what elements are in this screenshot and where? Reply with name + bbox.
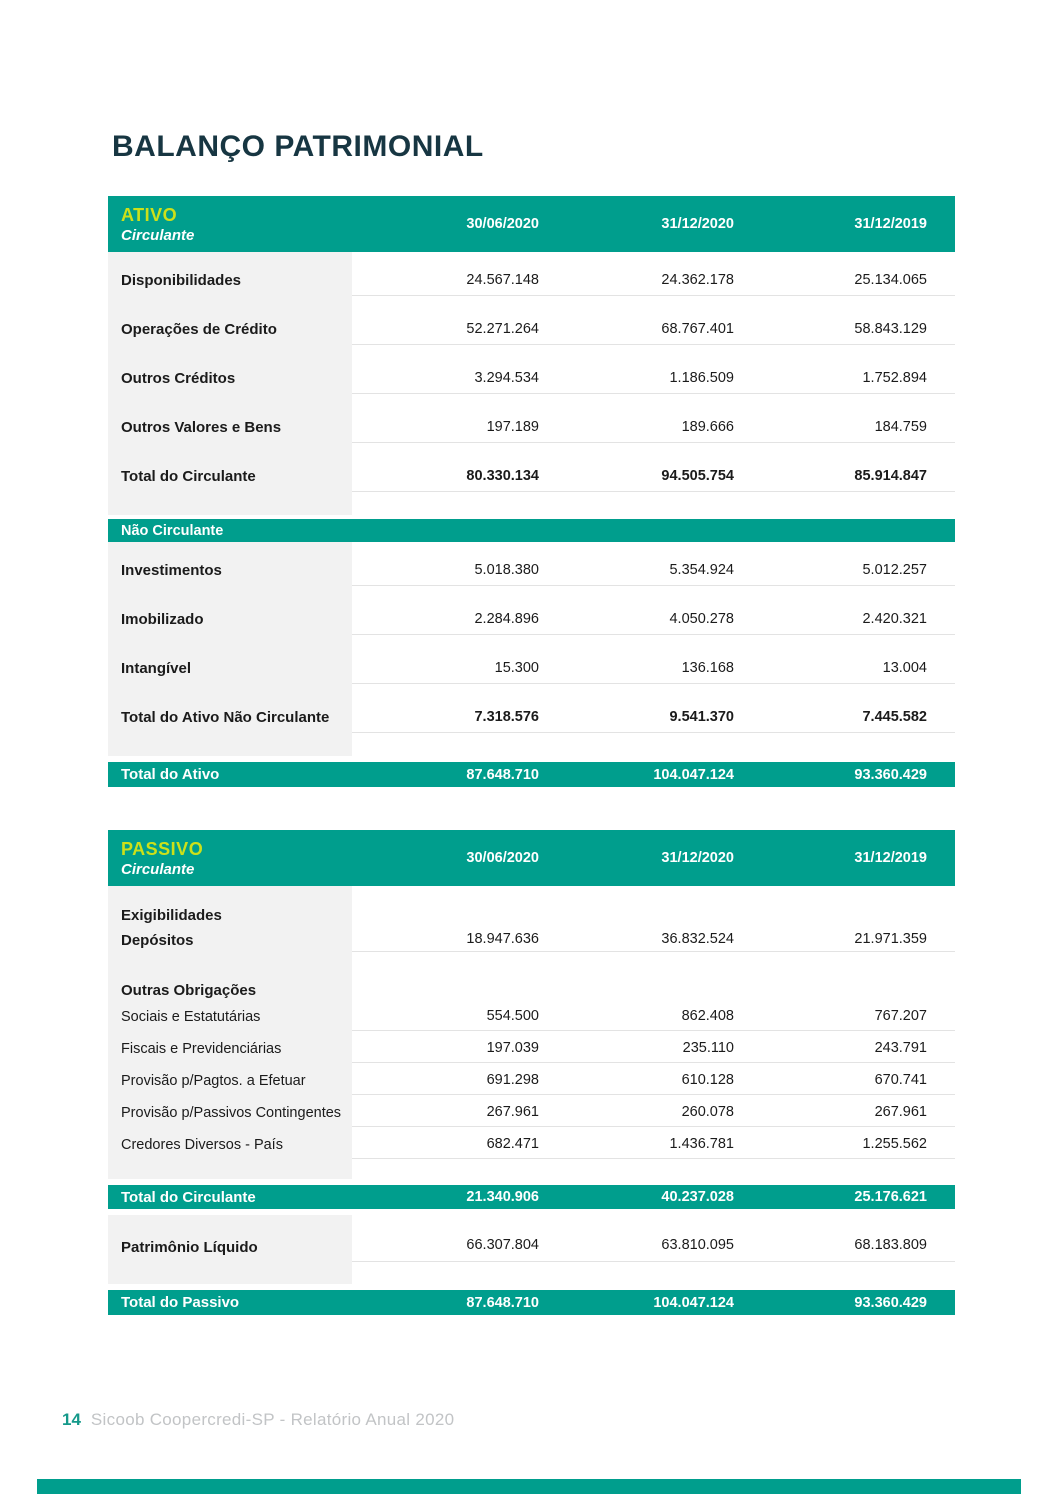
table-row [108, 1035, 955, 1067]
gray-column-spacer [108, 738, 352, 756]
cell-value: 691.298 [352, 1067, 553, 1095]
cell-value: 36.832.524 [553, 926, 754, 952]
cell-value: 767.207 [754, 1003, 955, 1031]
cell-value: 243.791 [754, 1035, 955, 1063]
cell-value: 15.300 [352, 640, 553, 684]
cell-value: 682.471 [352, 1131, 553, 1159]
row-label: Exigibilidades [108, 900, 352, 926]
page-footer [62, 1410, 454, 1430]
cell-value: 85.914.847 [754, 448, 955, 492]
cell-value [553, 900, 754, 926]
table-row [108, 974, 955, 1003]
table-row [108, 926, 955, 954]
table-row [108, 1003, 955, 1035]
passivo-table [108, 830, 955, 1315]
cell-value: 24.567.148 [352, 252, 553, 296]
table-row [108, 1099, 955, 1131]
ativo-table-header [108, 196, 955, 252]
cell-value: 1.255.562 [754, 1131, 955, 1159]
page-title: BALANÇO PATRIMONIAL [112, 130, 484, 163]
cell-value: 2.420.321 [754, 591, 955, 635]
total-bar-value: 25.176.621 [854, 1189, 927, 1205]
cell-value: 68.183.809 [754, 1223, 955, 1262]
cell-value: 68.767.401 [553, 301, 754, 345]
total-bar-value: 40.237.028 [661, 1189, 734, 1205]
passivo-table-header [108, 830, 955, 886]
cell-value: 94.505.754 [553, 448, 754, 492]
row-label: Outras Obrigações [108, 974, 352, 1003]
gray-column-spacer [108, 1163, 352, 1179]
column-header-date-1: 30/06/2020 [466, 216, 539, 232]
total-do-circulante-bar [108, 1185, 955, 1209]
cell-value: 197.039 [352, 1035, 553, 1063]
ativo-nao-circulante-rows [108, 542, 955, 738]
row-label: Patrimônio Líquido [108, 1223, 352, 1268]
ativo-section-header [108, 196, 352, 252]
cell-value: 5.012.257 [754, 542, 955, 586]
cell-value: 136.168 [553, 640, 754, 684]
total-bar-value: 104.047.124 [653, 1294, 734, 1311]
cell-value [352, 900, 553, 926]
gray-column-spacer [108, 497, 352, 515]
column-header-date-3: 31/12/2019 [854, 850, 927, 866]
total-bar-label: Total do Circulante [121, 1188, 256, 1206]
cell-value: 3.294.534 [352, 350, 553, 394]
cell-value [754, 974, 955, 1003]
total-bar-value: 87.648.710 [466, 1294, 539, 1311]
row-label: Total do Circulante [108, 448, 352, 497]
table-row [108, 689, 955, 738]
ativo-circulante-rows [108, 252, 955, 497]
column-header-date-2: 31/12/2020 [661, 850, 734, 866]
table-row [108, 900, 955, 926]
cell-value: 184.759 [754, 399, 955, 443]
total-bar-value: 21.340.906 [466, 1189, 539, 1205]
cell-value: 66.307.804 [352, 1223, 553, 1262]
row-label: Investimentos [108, 542, 352, 591]
footer-report-title: Sicoob Coopercredi-SP - Relatório Anual 2020 [90, 1410, 455, 1429]
row-label: Imobilizado [108, 591, 352, 640]
row-label: Provisão p/Passivos Contingentes [108, 1099, 352, 1131]
cell-value: 1.186.509 [553, 350, 754, 394]
table-row [108, 301, 955, 350]
table-row [108, 448, 955, 497]
cell-value: 5.354.924 [553, 542, 754, 586]
row-label: Depósitos [108, 926, 352, 954]
cell-value: 189.666 [553, 399, 754, 443]
row-label: Sociais e Estatutárias [108, 1003, 352, 1035]
passivo-patrimonio-rows [108, 1223, 955, 1268]
total-bar-label: Total do Ativo [121, 766, 220, 783]
cell-value: 21.971.359 [754, 926, 955, 952]
total-bar-value: 87.648.710 [466, 766, 539, 783]
cell-value: 7.318.576 [352, 689, 553, 733]
passivo-section-header [108, 830, 352, 886]
cell-value: 267.961 [352, 1099, 553, 1127]
gray-column-spacer [108, 1268, 352, 1284]
cell-value: 235.110 [553, 1035, 754, 1063]
table-row [108, 399, 955, 448]
cell-value: 80.330.134 [352, 448, 553, 492]
row-label: Outros Créditos [108, 350, 352, 399]
row-label: Total do Ativo Não Circulante [108, 689, 352, 738]
row-label: Operações de Crédito [108, 301, 352, 350]
cell-value: 610.128 [553, 1067, 754, 1095]
table-row [108, 640, 955, 689]
row-label: Provisão p/Pagtos. a Efetuar [108, 1067, 352, 1099]
subsection-label-circulante: Circulante [121, 860, 195, 878]
cell-value: 260.078 [553, 1099, 754, 1127]
cell-value: 7.445.582 [754, 689, 955, 733]
cell-value [553, 974, 754, 1003]
cell-value: 1.752.894 [754, 350, 955, 394]
total-bar-value: 93.360.429 [854, 1294, 927, 1311]
passivo-exigibilidades-rows [108, 900, 955, 954]
cell-value: 13.004 [754, 640, 955, 684]
cell-value: 9.541.370 [553, 689, 754, 733]
gray-column-spacer [108, 954, 352, 974]
row-label: Disponibilidades [108, 252, 352, 301]
column-header-date-3: 31/12/2019 [854, 216, 927, 232]
cell-value: 267.961 [754, 1099, 955, 1127]
cell-value: 4.050.278 [553, 591, 754, 635]
table-row [108, 591, 955, 640]
column-header-date-2: 31/12/2020 [661, 216, 734, 232]
subsection-label-circulante: Circulante [121, 226, 195, 244]
footer-accent-bar [37, 1479, 1021, 1494]
cell-value: 24.362.178 [553, 252, 754, 296]
gray-column-spacer [108, 886, 352, 900]
cell-value: 5.018.380 [352, 542, 553, 586]
row-label: Fiscais e Previdenciárias [108, 1035, 352, 1067]
row-label: Intangível [108, 640, 352, 689]
total-bar-label: Total do Passivo [121, 1294, 240, 1311]
cell-value: 670.741 [754, 1067, 955, 1095]
cell-value: 25.134.065 [754, 252, 955, 296]
section-label-passivo: PASSIVO [121, 838, 204, 859]
section-bar-nao-circulante: Não Circulante [108, 519, 955, 542]
gray-column-spacer [108, 1215, 352, 1223]
row-label: Credores Diversos - País [108, 1131, 352, 1163]
column-header-date-1: 30/06/2020 [466, 850, 539, 866]
table-row [108, 542, 955, 591]
table-row [108, 1223, 955, 1268]
total-bar-value: 104.047.124 [653, 766, 734, 783]
cell-value: 554.500 [352, 1003, 553, 1031]
cell-value: 862.408 [553, 1003, 754, 1031]
table-row [108, 1131, 955, 1163]
cell-value [754, 900, 955, 926]
total-do-ativo-bar [108, 762, 955, 787]
row-label: Outros Valores e Bens [108, 399, 352, 448]
cell-value: 52.271.264 [352, 301, 553, 345]
cell-value: 58.843.129 [754, 301, 955, 345]
cell-value [352, 974, 553, 1003]
table-row [108, 350, 955, 399]
footer-page-number: 14 [62, 1410, 81, 1429]
cell-value: 18.947.636 [352, 926, 553, 952]
passivo-obrigacoes-rows [108, 974, 955, 1163]
ativo-table [108, 196, 955, 787]
cell-value: 1.436.781 [553, 1131, 754, 1159]
cell-value: 2.284.896 [352, 591, 553, 635]
cell-value: 63.810.095 [553, 1223, 754, 1262]
cell-value: 197.189 [352, 399, 553, 443]
section-label-ativo: ATIVO [121, 204, 178, 225]
total-do-passivo-bar [108, 1290, 955, 1315]
table-row [108, 1067, 955, 1099]
total-bar-value: 93.360.429 [854, 766, 927, 783]
table-row [108, 252, 955, 301]
